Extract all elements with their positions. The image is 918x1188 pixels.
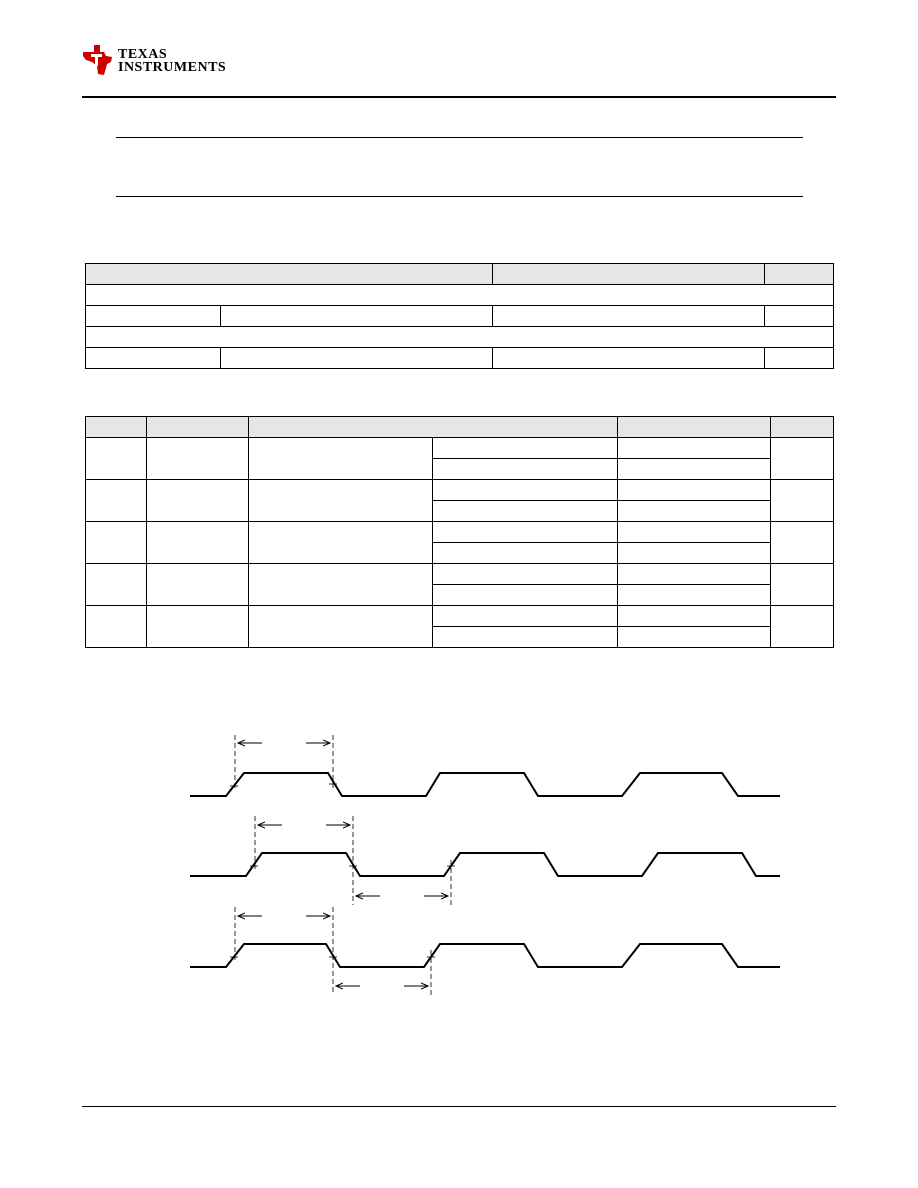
company-name-line1: TEXAS [118,47,168,62]
waveform-2 [190,816,780,905]
waveform-1 [190,735,780,796]
waveform-2-trace [190,853,780,876]
footer-rule [82,1106,836,1107]
waveform-3 [190,907,780,995]
waveform-3-trace [190,944,780,967]
company-name-line2: INSTRUMENTS [118,60,227,75]
waveform-1-trace [190,773,780,796]
